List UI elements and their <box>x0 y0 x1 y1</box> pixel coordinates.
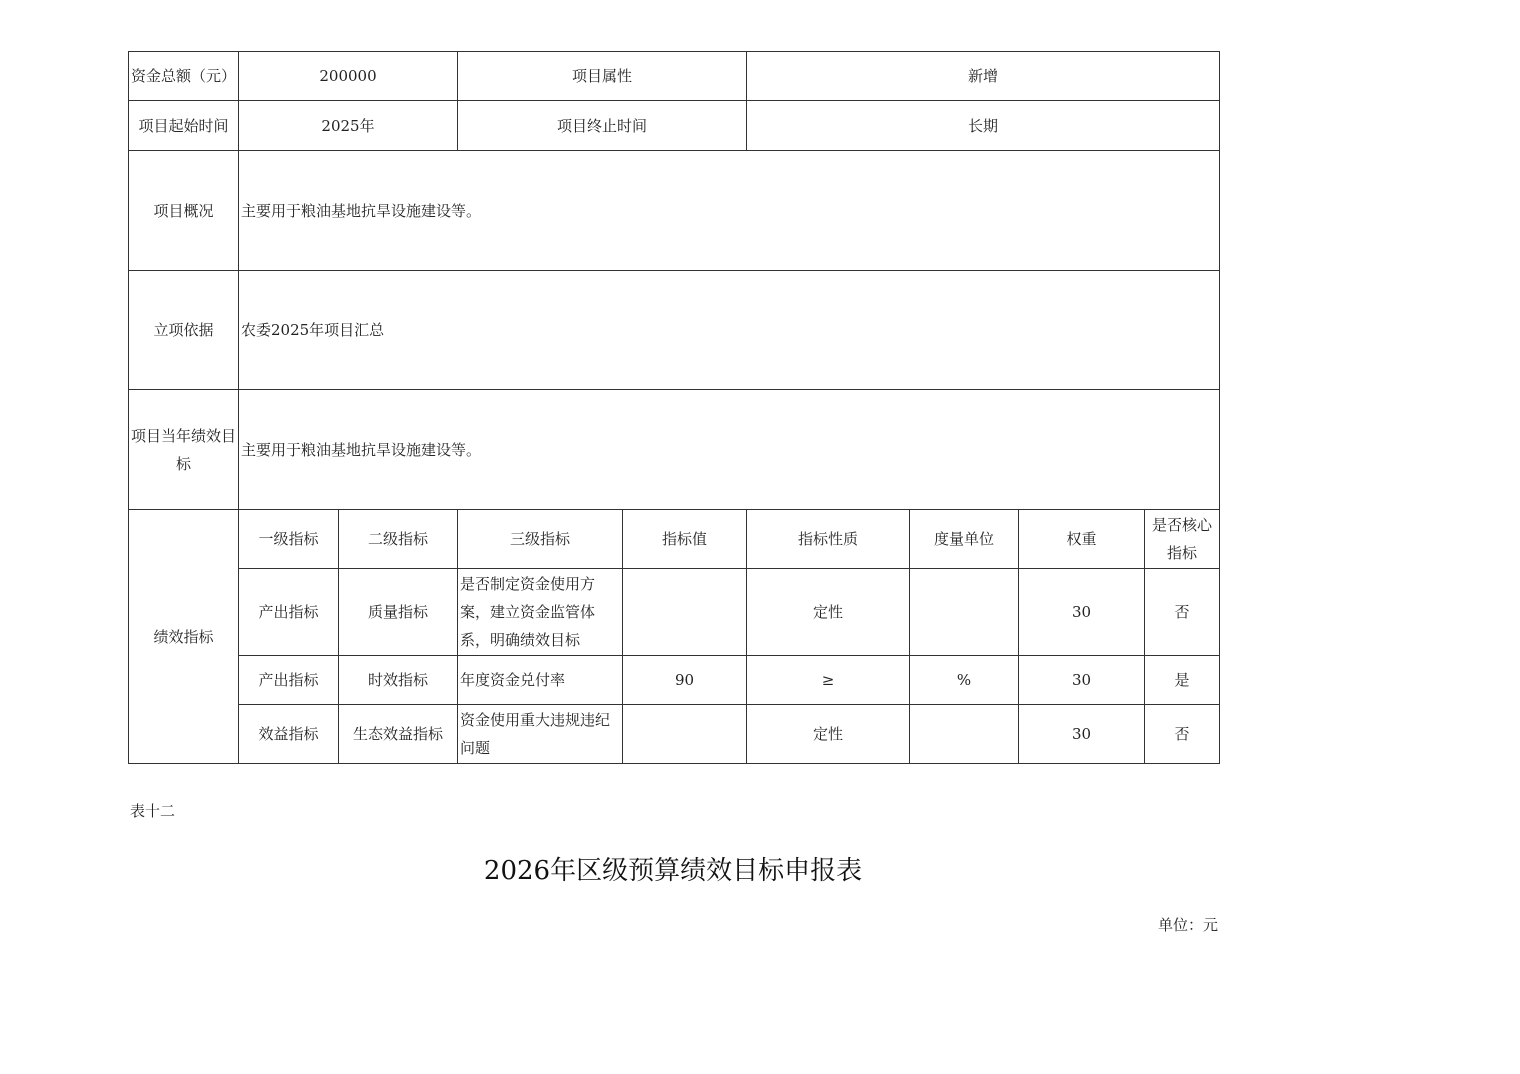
header-weight: 权重 <box>1019 510 1145 569</box>
end-value: 长期 <box>747 101 1220 151</box>
row3-nature: 定性 <box>747 705 910 764</box>
basis-row <box>129 271 1220 390</box>
indicator-section-label: 绩效指标 <box>129 510 239 764</box>
summary-label: 项目概况 <box>129 151 239 271</box>
unit-label: 单位：元 <box>1157 916 1218 934</box>
row1-level3: 是否制定资金使用方案，建立资金监管体系，明确绩效目标 <box>458 569 623 656</box>
header-value: 指标值 <box>623 510 747 569</box>
header-core: 是否核心指标 <box>1145 510 1220 569</box>
goal-label: 项目当年绩效目标 <box>129 390 239 510</box>
row3-level3: 资金使用重大违规违纪问题 <box>458 705 623 764</box>
fund-total-value: 200000 <box>239 52 458 101</box>
basis-value: 农委2025年项目汇总 <box>239 271 1220 390</box>
header-level3: 三级指标 <box>458 510 623 569</box>
fund-total-label: 资金总额（元） <box>129 52 239 101</box>
fund-row <box>129 52 1220 101</box>
goal-row <box>129 390 1220 510</box>
row2-level3: 年度资金兑付率 <box>458 656 623 705</box>
period-row <box>129 101 1220 151</box>
end-label: 项目终止时间 <box>458 101 747 151</box>
table-row <box>129 569 1220 656</box>
attribute-label: 项目属性 <box>458 52 747 101</box>
row1-core: 否 <box>1145 569 1220 656</box>
header-unit: 度量单位 <box>910 510 1019 569</box>
row2-unit: % <box>910 656 1019 705</box>
row2-core: 是 <box>1145 656 1220 705</box>
header-level1: 一级指标 <box>239 510 339 569</box>
performance-target-table <box>128 51 1220 764</box>
report-title: 2026年区级预算绩效目标申报表 <box>483 856 863 886</box>
table-row <box>129 656 1220 705</box>
row3-level1: 效益指标 <box>239 705 339 764</box>
indicator-header-row <box>129 510 1220 569</box>
row3-weight: 30 <box>1019 705 1145 764</box>
table-row <box>129 705 1220 764</box>
row3-level2: 生态效益指标 <box>339 705 458 764</box>
row1-weight: 30 <box>1019 569 1145 656</box>
summary-row <box>129 151 1220 271</box>
goal-value: 主要用于粮油基地抗旱设施建设等。 <box>239 390 1220 510</box>
row1-unit <box>910 569 1019 656</box>
row2-level2: 时效指标 <box>339 656 458 705</box>
row2-value: 90 <box>623 656 747 705</box>
header-nature: 指标性质 <box>747 510 910 569</box>
row3-unit <box>910 705 1019 764</box>
row1-level2: 质量指标 <box>339 569 458 656</box>
row1-value <box>623 569 747 656</box>
basis-label: 立项依据 <box>129 271 239 390</box>
row1-level1: 产出指标 <box>239 569 339 656</box>
attribute-value: 新增 <box>747 52 1220 101</box>
row2-weight: 30 <box>1019 656 1145 705</box>
start-label: 项目起始时间 <box>129 101 239 151</box>
row3-value <box>623 705 747 764</box>
row1-nature: 定性 <box>747 569 910 656</box>
row3-core: 否 <box>1145 705 1220 764</box>
summary-value: 主要用于粮油基地抗旱设施建设等。 <box>239 151 1220 271</box>
start-value: 2025年 <box>239 101 458 151</box>
table-caption: 表十二 <box>130 802 176 820</box>
row2-nature: ≥ <box>747 656 910 705</box>
row2-level1: 产出指标 <box>239 656 339 705</box>
header-level2: 二级指标 <box>339 510 458 569</box>
